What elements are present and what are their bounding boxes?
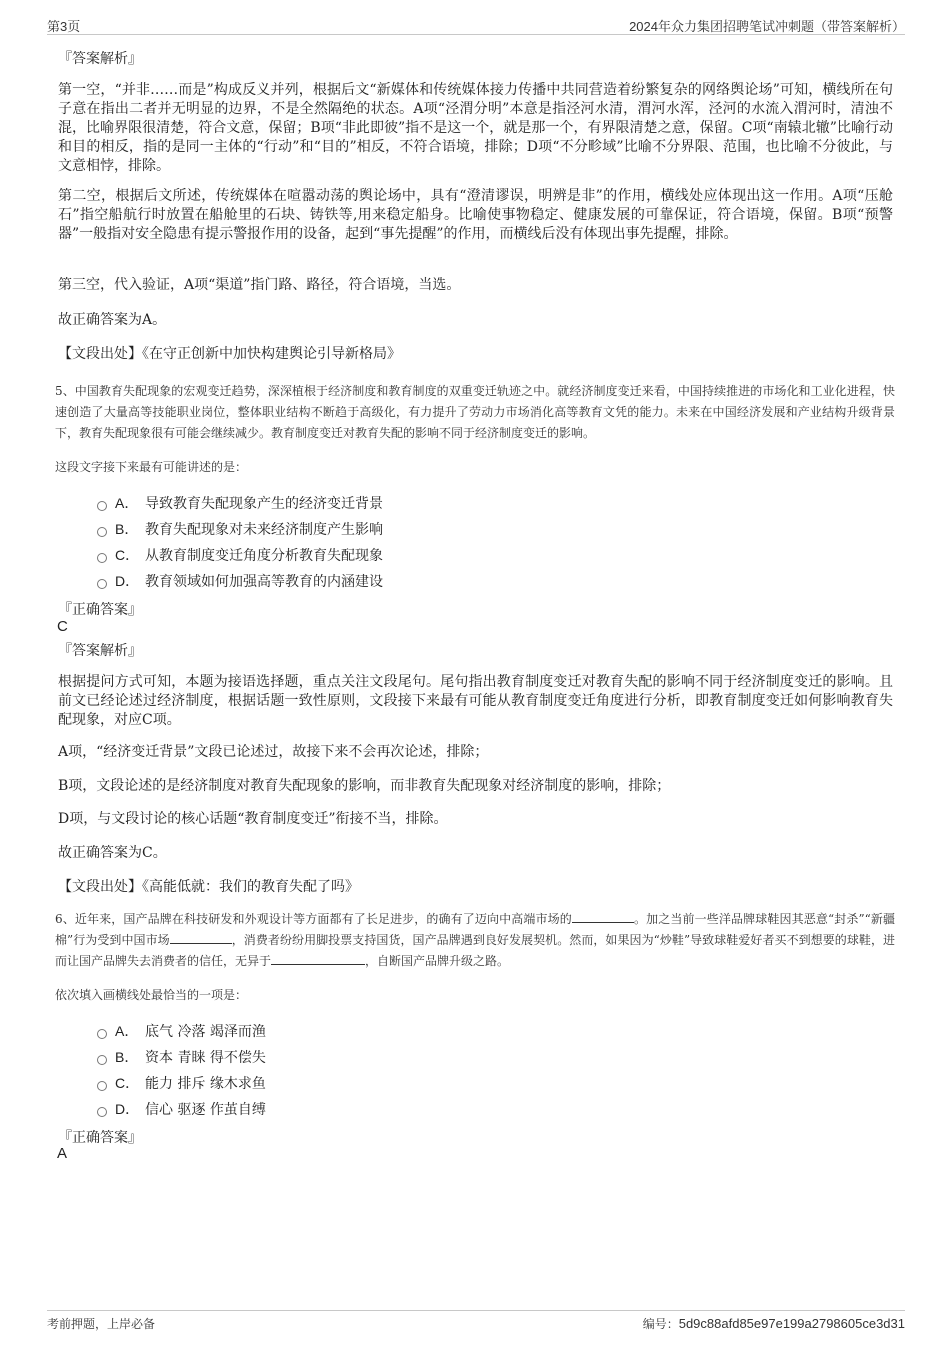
q5-stem: 5、中国教育失配现象的宏观变迁趋势，深深植根于经济制度和教育制度的双重变迁轨迹之中。就经济制度变迁来看，中国持续推进的市场化和工业化进程，快速创造了大量高等技能职业岗位，整体职业结构不断趋于高级化，有力提升了劳动力市场消化高等教育文凭的能力。未来在中国经济发展和产业结构升级背景下，教育失配现象很有可能会继续减少。教育制度变迁对教育失配的影响不同于经济制度变迁的影响。 <box>55 384 895 440</box>
q4-source: 【文段出处】《在守正创新中加快构建舆论引导新格局》 <box>58 346 401 362</box>
q5-correct-answer: C <box>57 618 68 635</box>
q6-stem: 6、近年来，国产品牌在科技研发和外观设计等方面都有了长足进步，的确有了迈向中高端市场的 。加之当前一些洋品牌球鞋因其恶意“封杀”“新疆棉”行为受到中国市场 ，消费者纷纷用脚投票支持国货，国产品牌遇到良好发展契机。然而，如果因为“炒鞋”导致球鞋爱好者买不到想要的球鞋，进而让国产品牌失去消费者的信任，无异于 ，自断国产品牌升级之路。 <box>55 912 896 968</box>
q4-analysis-para-1: 第一空，“并非……而是”构成反义并列，根据后文“新媒体和传统媒体接力传播中共同营造着纷繁复杂的网络舆论场”可知，横线所在句子意在指出二者并无明显的边界，不是全然隔绝的状态。A项“泾渭分明”本意是指泾河水清，渭河水浑，泾河的水流入渭河时，清浊不混，比喻界限很清楚，符合文意，保留；B项“非此即彼”指不是这一个，就是那一个，有界限清楚之意，保留。C项“南辕北辙”比喻行动和目的相反，指的是同一主体的“行动”和“目的”相反，不符合语境，排除；D项“不分畛域”比喻不分界限、范围，也比喻不分彼此，与文意相悖，排除。 <box>58 82 893 174</box>
radio-icon[interactable] <box>97 1081 107 1091</box>
q4-analysis-label: 『答案解析』 <box>58 51 142 67</box>
radio-icon[interactable] <box>97 1055 107 1065</box>
radio-icon[interactable] <box>97 527 107 537</box>
q5-analysis-para-5: 故正确答案为C。 <box>58 845 167 861</box>
q5-option-d[interactable]: D． 教育领域如何加强高等教育的内涵建设 <box>97 571 383 595</box>
q5-option-a[interactable]: A． 导致教育失配现象产生的经济变迁背景 <box>97 493 383 517</box>
q6-option-c[interactable]: C． 能力 排斥 缘木求鱼 <box>97 1073 266 1097</box>
radio-icon[interactable] <box>97 1107 107 1117</box>
q6-correct-answer: A <box>57 1145 68 1162</box>
page-footer <box>47 1310 905 1333</box>
q6-option-d[interactable]: D． 信心 驱逐 作茧自缚 <box>97 1099 266 1123</box>
q5-analysis-para-1: 根据提问方式可知，本题为接语选择题，重点关注文段尾句。尾句指出教育制度变迁对教育失配的影响不同于经济制度变迁的影响。且前文已经论述过经济制度，根据话题一致性原则，文段接下来最有可能从教育制度变迁角度进行分析，即教育制度变迁如何影响教育失配现象，对应C项。 <box>58 674 893 728</box>
document-code: 编号：5d9c88afd85e97e199a2798605ce3d31 <box>642 1316 905 1331</box>
q5-analysis-para-2: A项，“经济变迁背景”文段已论述过，故接下来不会再次论述，排除； <box>58 744 489 760</box>
q4-analysis-para-4: 故正确答案为A。 <box>58 312 167 328</box>
q5-analysis-para-3: B项，文段论述的是经济制度对教育失配现象的影响，而非教育失配现象对经济制度的影响，排除； <box>58 778 671 794</box>
blank-3 <box>271 952 365 965</box>
q4-analysis-para-2: 第二空，根据后文所述，传统媒体在喧嚣动荡的舆论场中，具有“澄清谬误，明辨是非”的作用，横线处应体现出这一作用。A项“压舱石”指空船航行时放置在船舱里的石块、铸铁等,用来稳定船身。比喻使事物稳定、健康发展的可靠保证，符合语境，保留。B项“预警器”一般指对安全隐患有提示警报作用的设备，起到“事先提醒”的作用，而横线后没有体现出事先提醒，排除。 <box>58 188 893 242</box>
blank-1 <box>572 910 634 923</box>
radio-icon[interactable] <box>97 1029 107 1039</box>
q6-option-a[interactable]: A． 底气 冷落 竭泽而渔 <box>97 1021 266 1045</box>
q6-option-b[interactable]: B． 资本 青睐 得不偿失 <box>97 1047 266 1071</box>
radio-icon[interactable] <box>97 501 107 511</box>
blank-2 <box>170 931 232 944</box>
footer-slogan: 考前押题，上岸必备 <box>47 1317 156 1331</box>
page-header <box>47 14 905 35</box>
radio-icon[interactable] <box>97 579 107 589</box>
document-title: 2024年众力集团招聘笔试冲刺题（带答案解析） <box>629 19 905 34</box>
q5-option-b[interactable]: B． 教育失配现象对未来经济制度产生影响 <box>97 519 383 543</box>
q6-correct-label: 『正确答案』 <box>58 1130 142 1146</box>
q5-analysis-para-4: D项，与文段讨论的核心话题“教育制度变迁”衔接不当，排除。 <box>58 811 448 827</box>
q5-source: 【文段出处】《高能低就：我们的教育失配了吗》 <box>58 879 359 895</box>
radio-icon[interactable] <box>97 553 107 563</box>
q4-analysis-para-3: 第三空，代入验证，A项“渠道”指门路、路径，符合语境，当选。 <box>58 277 461 293</box>
q5-option-c[interactable]: C． 从教育制度变迁角度分析教育失配现象 <box>97 545 383 569</box>
q5-analysis-label: 『答案解析』 <box>58 643 142 659</box>
q6-prompt: 依次填入画横线处最恰当的一项是： <box>55 988 248 1002</box>
q5-correct-label: 『正确答案』 <box>58 602 142 618</box>
q5-prompt: 这段文字接下来最有可能讲述的是： <box>55 460 248 474</box>
page-number: 第3页 <box>47 19 81 34</box>
